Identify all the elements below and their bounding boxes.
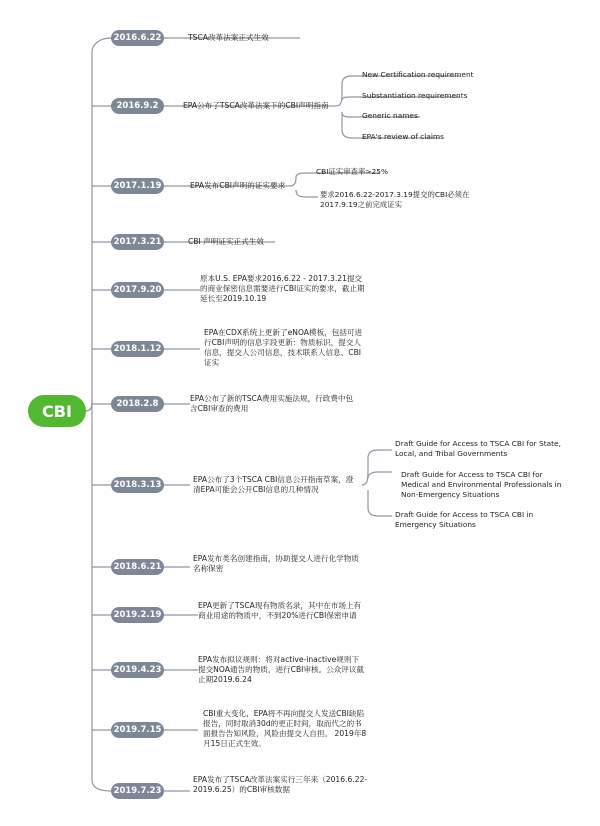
date-node[interactable]: 2016.6.22 [111,30,164,46]
sub-item: Draft Guide for Access to TSCA CBI in Emergency Situations [395,510,534,529]
child-line [296,190,318,197]
event-description: EPA公布了3个TSCA CBI信息公开指南草案，澄清EPA可能会公开CBI信息的几种情况 [193,475,354,494]
date-node[interactable]: 2018.2.8 [111,396,164,412]
trunk-line [92,400,111,791]
date-node[interactable]: 2017.3.21 [111,234,164,250]
date-node[interactable]: 2019.7.15 [111,722,164,738]
date-node[interactable]: 2018.1.12 [111,341,164,357]
event-description: EPA在CDX系统上更新了eNOA模板，包括可进行CBI声明的信息字段更新：物质标识，提交人信息，提交人公司信息，技术联系人信息、CBI证实 [204,328,363,367]
event-description: EPA发布拟议规则：将对active-inactive规则下提交NOA通告的物质，进行CBI审核。公众评议截止期2019.6.24 [198,655,365,684]
event-description: EPA公布了新的TSCA费用实施法规，行政费中包含CBI审查的费用 [190,394,354,413]
date-node[interactable]: 2018.3.13 [111,477,164,493]
event-description: EPA更新了TSCA现有物质名录，其中在市场上有商业用途的物质中，不到20%进行CBI保密申请 [198,601,362,620]
date-node[interactable]: 2018.6.21 [111,559,164,575]
event-description: TSCA改革法案正式生效 [188,33,269,42]
sub-item: Substantiation requirements [362,91,468,100]
child-line [368,472,392,478]
sub-item: Draft Guide for Access to TSCA CBI for State, Local, and Tribal Governments [395,439,561,458]
event-description: CBI重大变化，EPA将不再向提交人发送CBI缺陷报告，同时取消30d的更正时间，取而代之的书面报告告知风险，风险由提交人自担。 2019年8月15日正式生效。 [203,709,367,748]
date-node[interactable]: 2016.9.2 [111,98,164,114]
event-description: CBI 声明证实正式生效 [188,237,264,246]
trunk-line [86,38,111,411]
sub-item: New Certification requirement [362,70,474,79]
date-node[interactable]: 2019.2.19 [111,607,164,623]
date-node[interactable]: 2019.4.23 [111,662,164,678]
event-description: EPA发布CBI声明的证实要求 [190,181,286,190]
event-description: 原本U.S. EPA要求2016.6.22 - 2017.3.21提交的商业保密信息需要进行CBI证实的要求，截止期延长至2019.10.19 [200,274,365,303]
sub-item: CBI证实审查率>25% [316,167,388,176]
root-node-cbi[interactable]: CBI [28,395,86,427]
date-node[interactable]: 2017.9.20 [111,282,164,298]
date-node[interactable]: 2019.7.23 [111,783,164,799]
event-description: EPA公布了TSCA改革法案下的CBI声明指南 [183,101,329,110]
date-node[interactable]: 2017.1.19 [111,178,164,194]
sub-item: Generic names [362,111,418,120]
sub-item: Draft Guide for Access to TSCA CBI for Medical and Environmental Professionals in Non-Emergency Situations [401,470,562,499]
sub-item: EPA's review of claims [362,132,444,141]
sub-item: 要求2016.6.22-2017.3.19提交的CBI必须在2017.9.19之前完成证实 [320,190,470,209]
event-description: EPA发布了TSCA改革法案实行三年来（2016.6.22-2019.6.25）的CBI审核数据 [193,775,368,794]
child-line [368,490,392,516]
child-line [362,450,392,485]
event-description: EPA发布类名创建指南，协助提交人进行化学物质名称保密 [193,554,359,573]
